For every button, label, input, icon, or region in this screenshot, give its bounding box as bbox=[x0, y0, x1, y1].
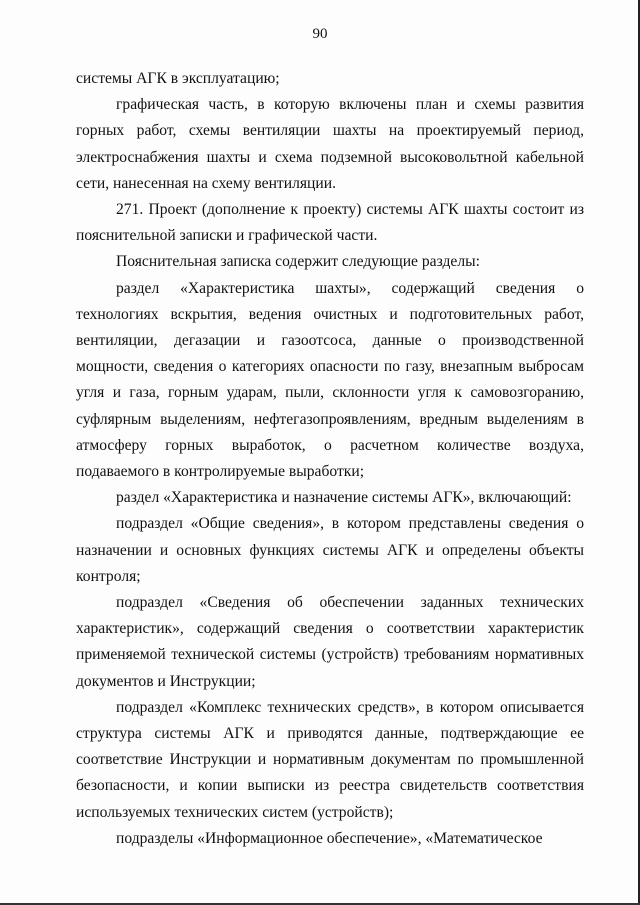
paragraph-system-section: раздел «Характеристика и назначение системы АГК», включающий: bbox=[116, 489, 572, 507]
paragraph-explanatory-note-intro: Пояснительная записка содержит следующие разделы: bbox=[116, 253, 480, 271]
paragraph-mine-characteristics: раздел «Характеристика шахты», содержащий сведения о технологиях вскрытия, ведения очистных и подготовительных работ, вентиляции, дегазации и газоотсоса, данные о производственной мощности, сведения о категориях опасности по газу, внезапным выбросам угля и газа, горным ударам, пыли, склонности угля к самовозгоранию, суфлярным выделениям, нефтегазопроявлениям, вредным выделениям в атмосферу горных выработок, о расчетном количестве воздуха, подаваемого в контролируемые выработки; bbox=[76, 279, 584, 481]
paragraph-technical-means: подраздел «Комплекс технических средств», в котором описывается структура системы АГК и приводятся данные, подтверждающие ее соответствие Инструкции и нормативным документам по промышленной безопасности, и копии выписки из реестра свидетельств соответствия используемых технических систем (устройств); bbox=[76, 698, 584, 821]
paragraph-general-info: подраздел «Общие сведения», в котором представлены сведения о назначении и основных функциях системы АГК и определены объекты контроля; bbox=[76, 515, 584, 585]
page-number: 90 bbox=[312, 26, 328, 42]
paragraph-information-support: подразделы «Информационное обеспечение», «Математическое bbox=[116, 829, 543, 847]
paragraph-graphic-part: графическая часть, в которую включены план и схемы развития горных работ, схемы вентиляции шахты на проектируемый период, электроснабжения шахты и схема подземной высоковольтной кабельной сети, нанесенная на схему вентиляции. bbox=[76, 96, 584, 192]
paragraph-item-271: 271. Проект (дополнение к проекту) системы АГК шахты состоит из пояснительной записки и графической части. bbox=[76, 201, 584, 245]
document-body bbox=[76, 66, 584, 852]
paragraph-continuation: системы АГК в эксплуатацию; bbox=[76, 70, 280, 87]
paragraph-technical-characteristics: подраздел «Сведения об обеспечении заданных технических характеристик», содержащий сведения о соответствии характеристик применяемой технической системы (устройств) требованиям нормативных документов и Инструкции; bbox=[76, 594, 584, 690]
